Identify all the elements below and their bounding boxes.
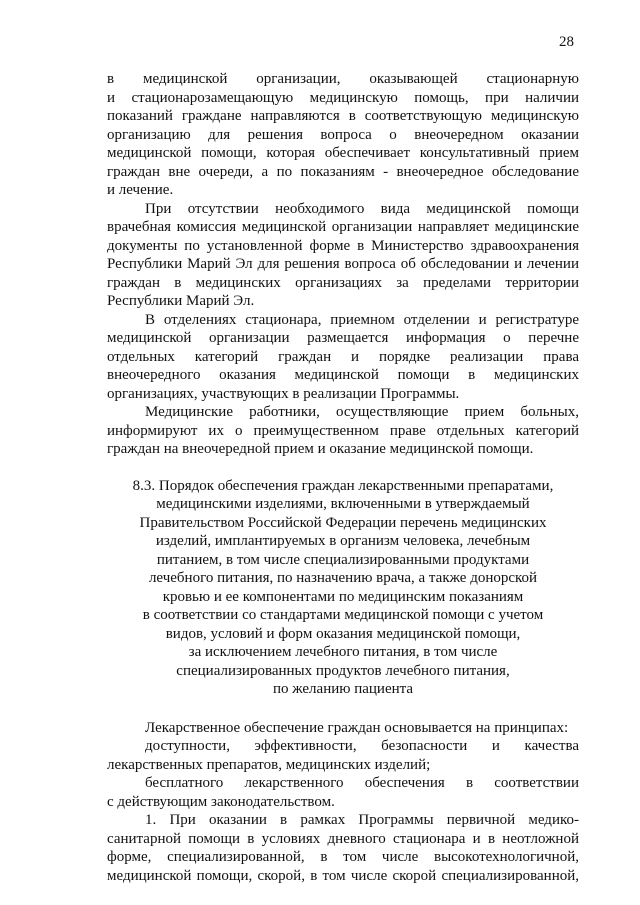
text-line: форме, специализированной, в том числе высокотехнологичной, xyxy=(107,849,579,865)
text-line: граждан на внеочередной прием и оказание медицинской помощи. xyxy=(107,441,534,457)
heading-line: по желанию пациента xyxy=(272,681,414,697)
text-line: с действующим законодательством. xyxy=(107,793,335,810)
text-line: граждан вне очереди, а по показаниям - внеочередное обследование xyxy=(107,163,579,180)
text-line: медицинской помощи, которая обеспечивает консультативный прием xyxy=(107,145,579,161)
heading-line: в соответствии со стандартами медицинской помощи с учетом xyxy=(142,607,544,623)
text-line: Медицинские работники, осуществляющие прием больных, xyxy=(145,404,579,420)
text-line: отдельных категорий граждан и порядке реализации права xyxy=(107,348,579,365)
text-line: санитарной помощи в условиях дневного стационара и в неотложной xyxy=(107,830,579,847)
heading-line: 8.3. Порядок обеспечения граждан лекарственными препаратами, xyxy=(132,477,554,494)
text-line: и стационарозамещающую медицинскую помощь, при наличии xyxy=(107,89,579,106)
heading-line: видов, условий и форм оказания медицинской помощи, xyxy=(165,625,521,642)
heading-line: медицинскими изделиями, включенными в утверждаемый xyxy=(156,496,530,512)
heading-line: за исключением лечебного питания, в том числе xyxy=(188,644,498,660)
text-line: информируют их о преимущественном праве отдельных категорий xyxy=(107,422,579,439)
text-line: Лекарственное обеспечение граждан основывается на принципах: xyxy=(145,719,569,736)
heading-line: изделий, имплантируемых в организм человека, лечебным xyxy=(155,533,531,549)
page-number: 28 xyxy=(559,34,574,50)
paragraph-7 xyxy=(107,774,579,811)
text-line: В отделениях стационара, приемном отделении и регистратуре xyxy=(145,311,579,328)
text-line: в медицинской организации, оказывающей стационарную xyxy=(107,71,579,87)
paragraph-1 xyxy=(107,70,579,200)
text-line: и лечение. xyxy=(107,182,174,198)
text-line: 1. При оказании в рамках Программы первичной медико- xyxy=(145,812,579,828)
heading-line: кровью и ее компонентами по медицинским показаниям xyxy=(162,588,524,605)
text-line: показаний граждане направляются в соответствующую медицинскую xyxy=(107,108,579,124)
text-line: Республики Марий Эл. xyxy=(107,293,255,309)
paragraph-3 xyxy=(107,311,579,404)
section-spacer xyxy=(107,699,579,719)
text-line: Республики Марий Эл для решения вопроса об обследовании и лечении xyxy=(107,256,579,272)
document-body xyxy=(107,70,579,885)
text-line: При отсутствии необходимого вида медицинской помощи xyxy=(145,200,579,217)
paragraph-8 xyxy=(107,811,579,885)
section-heading xyxy=(107,477,579,699)
heading-line: лечебного питания, по назначению врача, а также донорской xyxy=(148,570,538,586)
text-line: организациях, участвующих в реализации Программы. xyxy=(107,385,460,402)
paragraph-5 xyxy=(107,719,579,738)
paragraph-4 xyxy=(107,403,579,459)
text-line: граждан в медицинских организациях за пределами территории xyxy=(107,274,579,291)
paragraph-6 xyxy=(107,737,579,774)
heading-line: питанием, в том числе специализированными продуктами xyxy=(156,551,530,568)
heading-line: специализированных продуктов лечебного питания, xyxy=(176,662,510,679)
paragraph-2 xyxy=(107,200,579,311)
text-line: бесплатного лекарственного обеспечения в соответствии xyxy=(145,775,579,791)
text-line: лекарственных препаратов, медицинских изделий; xyxy=(107,756,431,773)
text-line: врачебная комиссия медицинской организации направляет медицинские xyxy=(107,219,579,235)
heading-line: Правительством Российской Федерации перечень медицинских xyxy=(139,514,547,531)
text-line: организацию для решения вопроса о внеочередном оказании xyxy=(107,126,579,143)
text-line: медицинской помощи, скорой, в том числе скорой специализированной, xyxy=(107,867,579,884)
text-line: внеочередного оказания медицинской помощи в медицинских xyxy=(107,367,579,383)
text-line: доступности, эффективности, безопасности и качества xyxy=(145,738,579,754)
text-line: документы по установленной форме в Министерство здравоохранения xyxy=(107,237,579,254)
text-line: медицинской организации размещается информация о перечне xyxy=(107,330,579,346)
